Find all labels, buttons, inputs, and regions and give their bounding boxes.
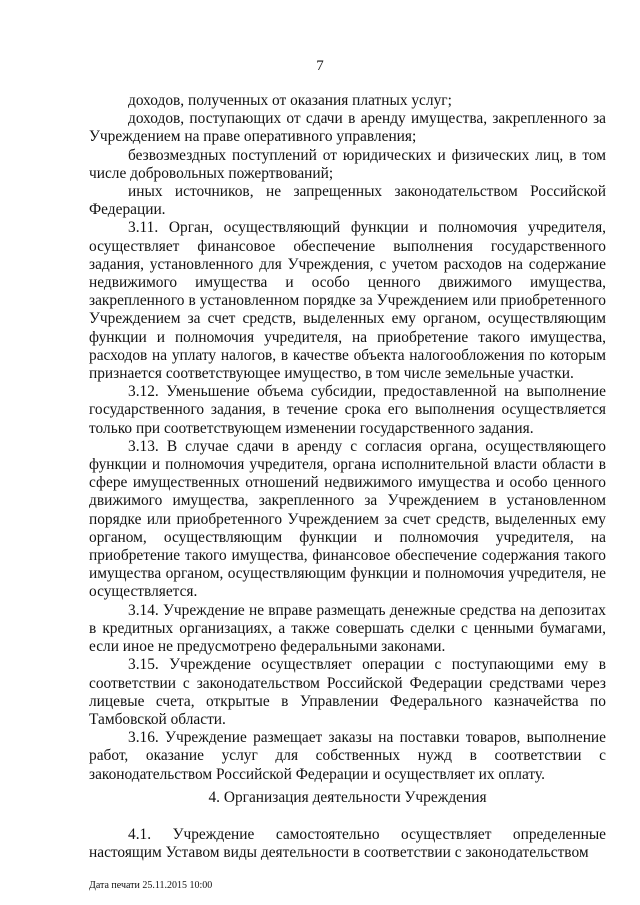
paragraph: 3.12. Уменьшение объема субсидии, предоставленной на выполнение государственного задания, в течение срока его выполнения осуществляется только при соответствующем изменении государственного задания.: [89, 383, 606, 437]
paragraph: доходов, полученных от оказания платных услуг;: [128, 92, 452, 109]
print-date-footer: Дата печати 25.11.2015 10:00: [89, 880, 213, 891]
paragraph: 4.1. Учреждение самостоятельно осуществляет определенные настоящим Уставом виды деятельности в соответствии с законодательством: [89, 826, 606, 862]
section-body: [89, 826, 606, 862]
section-heading: 4. Организация деятельности Учреждения: [208, 789, 487, 806]
page-number: 7: [316, 58, 324, 74]
paragraph: 3.14. Учреждение не вправе размещать денежные средства на депозитах в кредитных организациях, а также совершать сделки с ценными бумагами, если иное не предусмотрено федеральными законами.: [89, 601, 606, 656]
paragraph: безвозмездных поступлений от юридических и физических лиц, в том числе добровольных пожертвований;: [89, 146, 606, 182]
paragraph: 3.16. Учреждение размещает заказы на поставки товаров, выполнение работ, оказание услуг для собственных нужд в соответствии с законодательством Российской Федерации и осуществляет их оплату.: [89, 729, 606, 783]
paragraph: иных источников, не запрещенных законодательством Российской Федерации.: [89, 183, 606, 219]
paragraph: 3.15. Учреждение осуществляет операции с поступающими ему в соответствии с законодательством Российской Федерации средствами через лицевые счета, открытые в Управлении Федерального казначейства по Тамбовской области.: [89, 656, 606, 728]
paragraph: доходов, поступающих от сдачи в аренду имущества, закрепленного за Учреждением на праве оперативного управления;: [89, 110, 606, 146]
paragraph: 3.13. В случае сдачи в аренду с согласия органа, осуществляющего функции и полномочия учредителя, органа исполнительной власти области в сфере имущественных отношений недвижимого имущества и особо ценного движимого имущества, закрепленного за Учреждением в установленном порядке или приобретенного Учреждением за счет средств, выделенных ему органом, осуществляющим функции и полномочия учредителя, на приобретение такого имущества, финансовое обеспечение содержания такого имущества органом, осуществляющим функции и полномочия учредителя, не осуществляется.: [89, 437, 606, 601]
paragraph: 3.11. Орган, осуществляющий функции и полномочия учредителя, осуществляет финансовое обеспечение выполнения государственного задания, установленного для Учреждения, с учетом расходов на содержание недвижимого имущества и особо ценного движимого имущества, закрепленного в установленном порядке за Учреждением или приобретенного Учреждением за счет средств, выделенных ему органом, осуществляющим функции и полномочия учредителя, на приобретение такого имущества, расходов на уплату налогов, в качестве объекта налогообложения по которым признается соответствующее имущество, в том числе земельные участки.: [89, 219, 606, 383]
document-body: [89, 92, 606, 784]
